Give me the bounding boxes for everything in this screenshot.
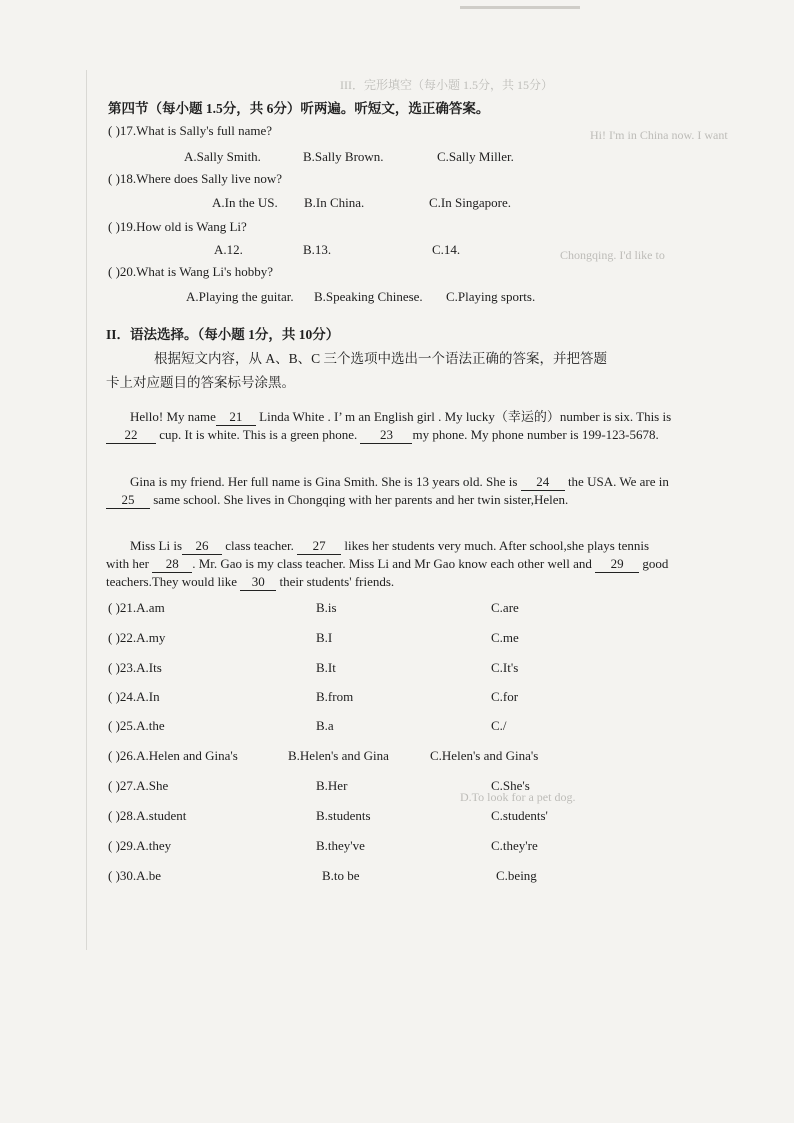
question-21-option-b[interactable]: B.is [316, 600, 337, 615]
blank-25[interactable]: 25 [106, 491, 150, 509]
question-19-option-c[interactable]: C.14. [432, 242, 461, 257]
question-18-option-c[interactable]: C.In Singapore. [429, 195, 511, 210]
question-20-stem: ( )20.What is Wang Li's hobby? [108, 264, 273, 279]
question-20-option-c[interactable]: C.Playing sports. [446, 289, 536, 304]
bleed-through-text: III．完形填空（每小题 1.5分，共 15分） [340, 78, 553, 92]
question-19-option-a[interactable]: A.12. [214, 242, 243, 257]
question-27-option-b[interactable]: B.Her [316, 778, 348, 793]
question-21-stem: ( )21.A.am [108, 600, 165, 615]
blank-27[interactable]: 27 [297, 537, 341, 555]
question-23-option-b[interactable]: B.It [316, 660, 336, 675]
question-24-stem: ( )24.A.In [108, 689, 160, 704]
question-30-option-c[interactable]: C.being [496, 868, 537, 883]
question-29-stem: ( )29.A.they [108, 838, 172, 853]
bleed-through-text: D.To look for a pet dog. [460, 790, 576, 804]
question-22-option-b[interactable]: B.I [316, 630, 333, 645]
section4-heading: 第四节（每小题 1.5分，共 6分）听两遍。听短文，选正确答案。 [108, 101, 490, 116]
grammar-instruction-cont: 卡上对应题目的答案标号涂黑。 [106, 375, 295, 390]
question-19-stem: ( )19.How old is Wang Li? [108, 219, 247, 234]
question-23-option-c[interactable]: C.It's [491, 660, 519, 675]
question-18-stem: ( )18.Where does Sally live now? [108, 171, 283, 186]
question-28-stem: ( )28.A.student [108, 808, 187, 823]
scan-top-smudge [460, 6, 580, 9]
bleed-through-text: Chongqing. I'd like to [560, 248, 665, 262]
question-23-stem: ( )23.A.Its [108, 660, 162, 675]
question-17-option-b[interactable]: B.Sally Brown. [303, 149, 384, 164]
question-18-option-a[interactable]: A.In the US. [212, 195, 278, 210]
question-26-option-c[interactable]: C.Helen's and Gina's [430, 748, 539, 763]
blank-24[interactable]: 24 [521, 473, 565, 491]
question-17-option-c[interactable]: C.Sally Miller. [437, 149, 514, 164]
passage-paragraph-1: Hello! My name 21 Linda White . I’ m an English girl . My lucky（幸运的）number is six. This is 22 cup. It is white. This is a green phone. 23 my phone. My phone number is 199-123-5678. [106, 408, 672, 444]
grammar-instruction: 根据短文内容，从 A、B、C 三个选项中选出一个语法正确的答案，并把答题 [154, 351, 608, 366]
question-27-stem: ( )27.A.She [108, 778, 169, 793]
question-28-option-b[interactable]: B.students [316, 808, 371, 823]
question-26-option-b[interactable]: B.Helen's and Gina [288, 748, 389, 763]
question-20-option-a[interactable]: A.Playing the guitar. [186, 289, 294, 304]
question-28-option-c[interactable]: C.students' [491, 808, 548, 823]
question-21-option-c[interactable]: C.are [491, 600, 519, 615]
blank-22[interactable]: 22 [106, 426, 156, 444]
question-18-option-b[interactable]: B.In China. [304, 195, 365, 210]
grammar-heading: II．语法选择。（每小题 1分，共 10分） [106, 327, 340, 342]
question-25-stem: ( )25.A.the [108, 718, 165, 733]
question-25-option-c[interactable]: C./ [491, 718, 507, 733]
question-27-option-c[interactable]: C.She's [491, 778, 530, 793]
question-22-stem: ( )22.A.my [108, 630, 166, 645]
blank-26[interactable]: 26 [182, 537, 222, 555]
question-17-stem: ( )17.What is Sally's full name? [108, 123, 273, 138]
passage-paragraph-3: Miss Li is 26 class teacher. 27 likes her students very much. After school,she plays tennis with her 28 . Mr. Gao is my class teacher. Miss Li and Mr Gao know each other well and 29 good teachers.They would like 30 their students' friends. [106, 538, 669, 589]
blank-30[interactable]: 30 [240, 573, 276, 591]
question-30-option-b[interactable]: B.to be [322, 868, 360, 883]
question-29-option-c[interactable]: C.they're [491, 838, 538, 853]
question-30-stem: ( )30.A.be [108, 868, 162, 883]
blank-28[interactable]: 28 [152, 555, 192, 573]
question-22-option-c[interactable]: C.me [491, 630, 519, 645]
question-19-option-b[interactable]: B.13. [303, 242, 332, 257]
blank-21[interactable]: 21 [216, 408, 256, 426]
blank-23[interactable]: 23 [360, 426, 412, 444]
blank-29[interactable]: 29 [595, 555, 639, 573]
bleed-through-text: Hi! I'm in China now. I want [590, 128, 728, 142]
passage-paragraph-2: Gina is my friend. Her full name is Gina Smith. She is 13 years old. She is 24 the USA. We are in 25 same school. She lives in Chongqing with her parents and her twin sister,Helen. [106, 473, 672, 509]
question-25-option-b[interactable]: B.a [316, 718, 334, 733]
question-24-option-b[interactable]: B.from [316, 689, 354, 704]
question-26-stem: ( )26.A.Helen and Gina's [108, 748, 238, 763]
question-20-option-b[interactable]: B.Speaking Chinese. [314, 289, 423, 304]
question-29-option-b[interactable]: B.they've [316, 838, 365, 853]
question-24-option-c[interactable]: C.for [491, 689, 519, 704]
question-17-option-a[interactable]: A.Sally Smith. [184, 149, 261, 164]
scan-edge-line [86, 70, 87, 950]
